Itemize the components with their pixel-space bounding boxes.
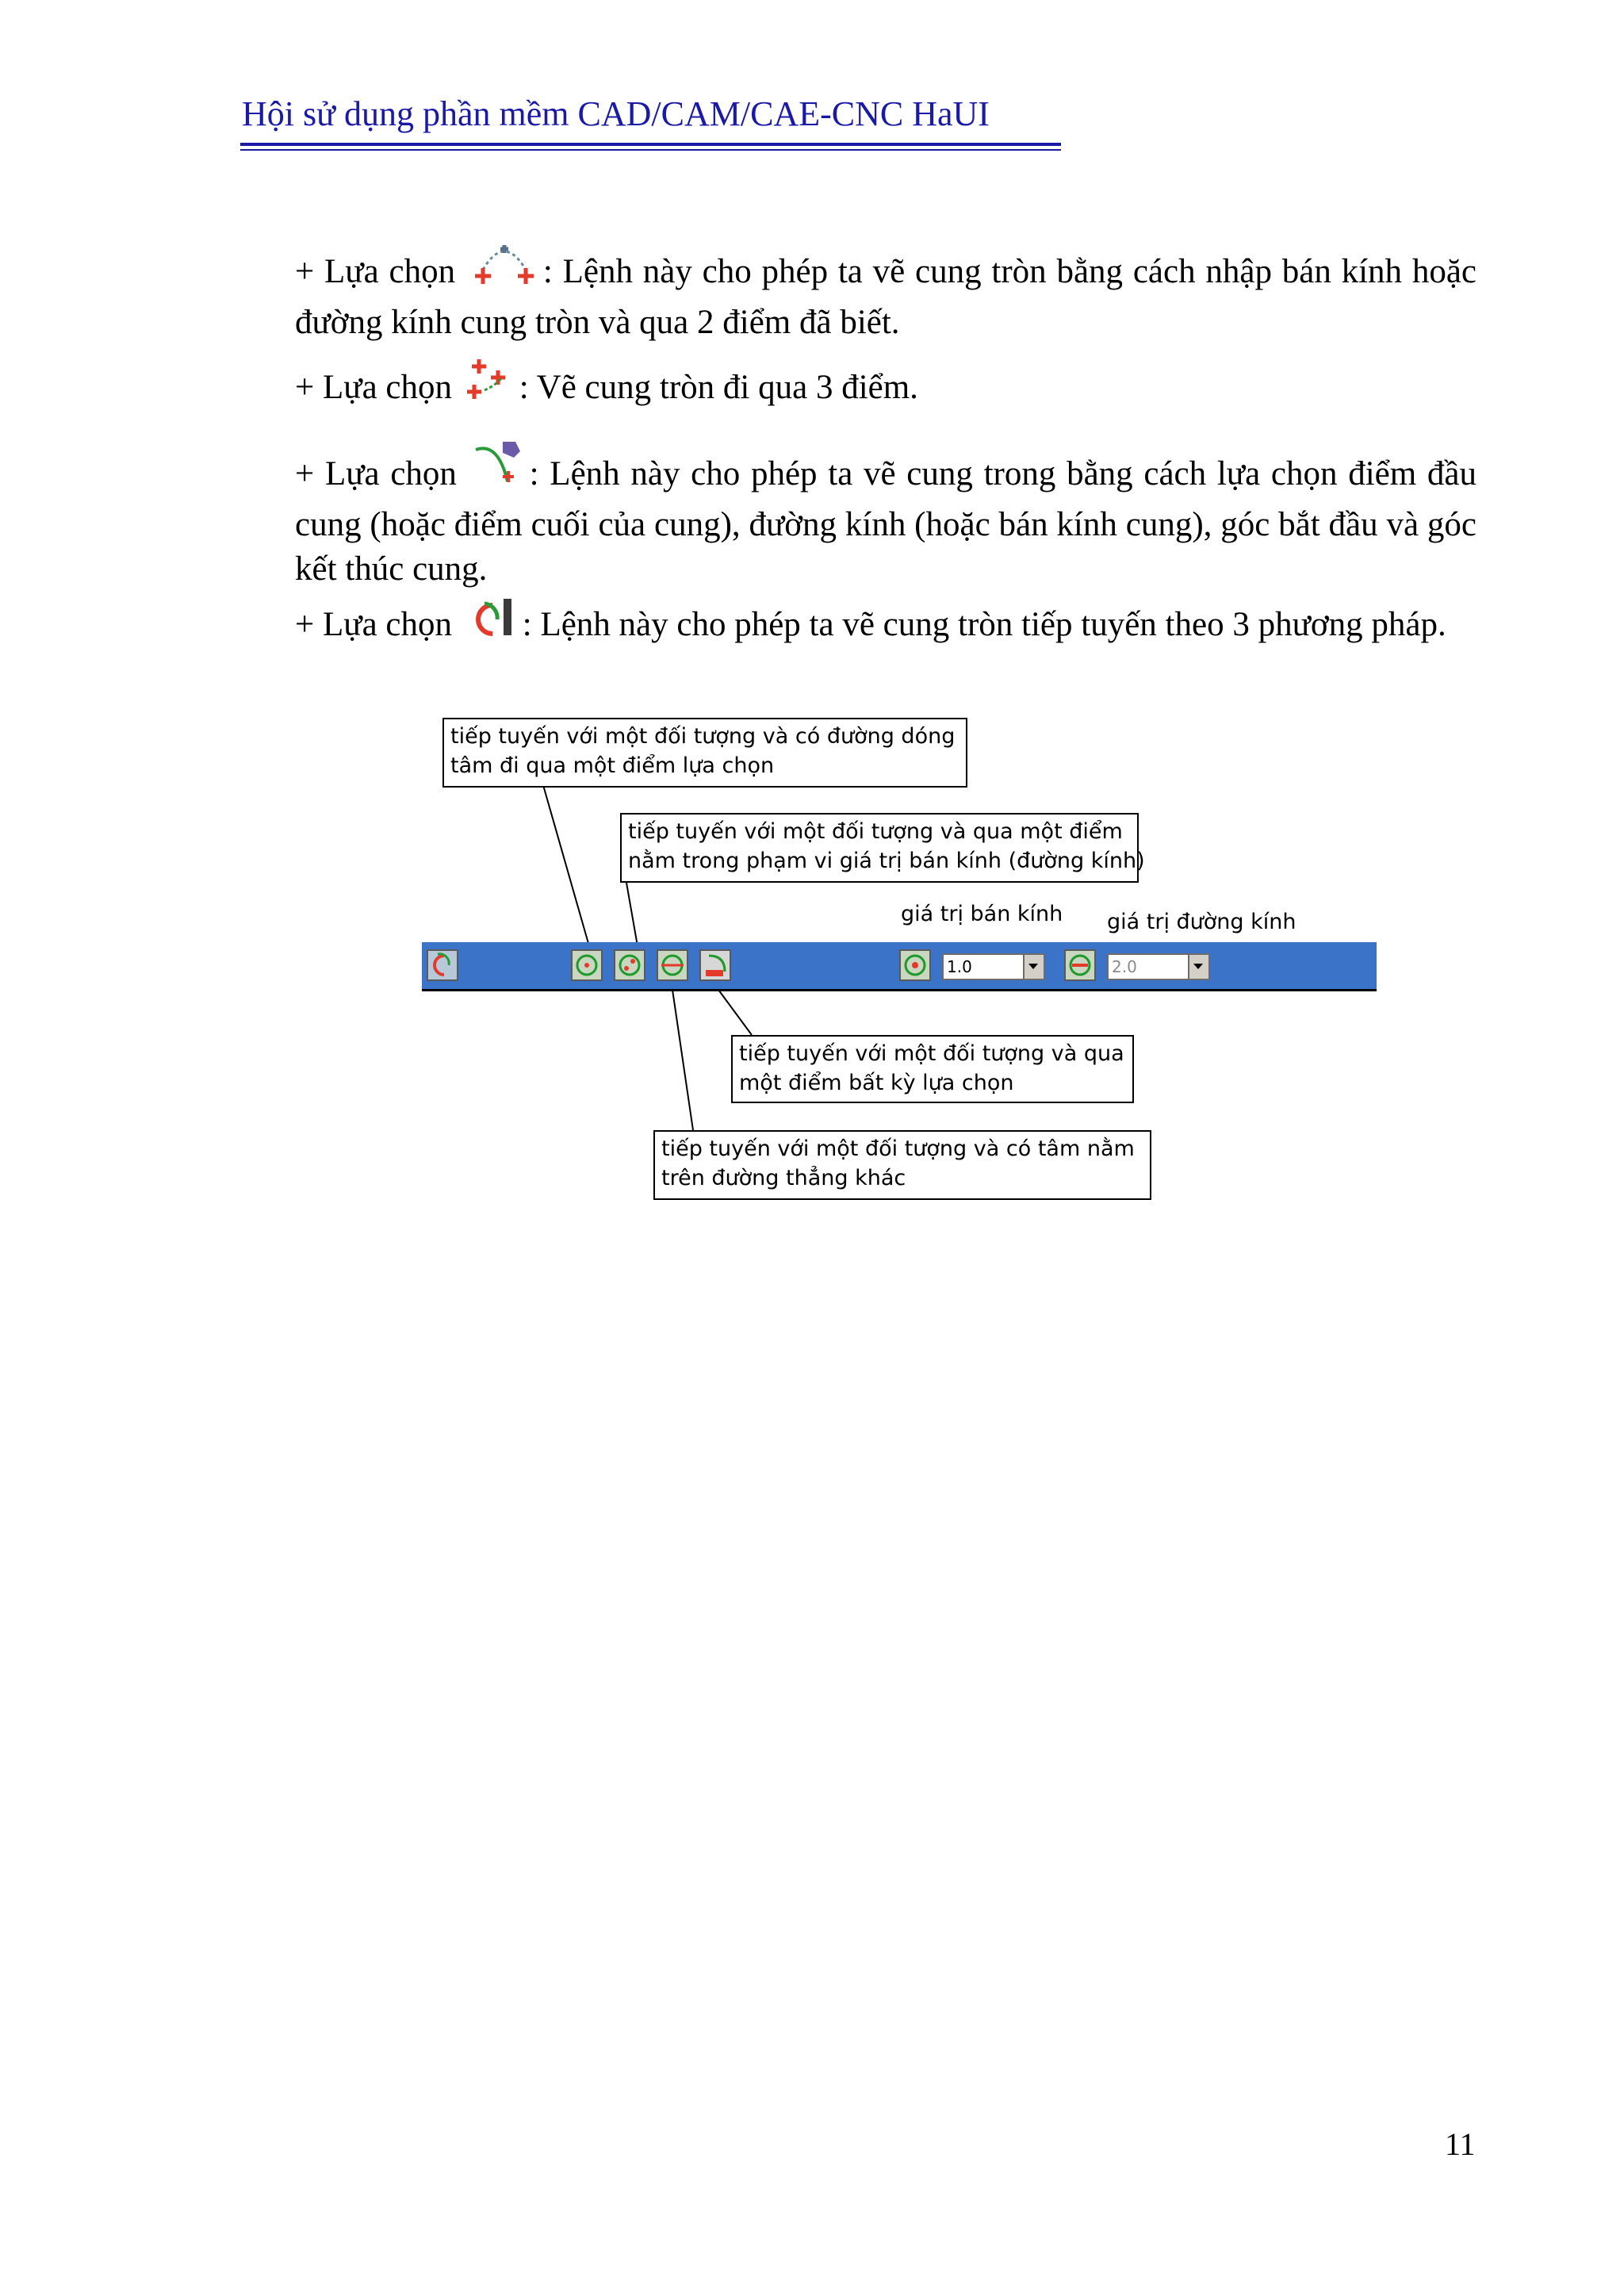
callout-tangent-center-on-line: tiếp tuyến với một đối tượng và có tâm nằm trên đường thẳng khác (653, 1130, 1151, 1200)
callout-tangent-through-point: tiếp tuyến với một đối tượng và có đường dóng tâm đi qua một điểm lựa chọn (442, 718, 967, 788)
tangent-arc-toolbar (422, 942, 1377, 991)
header-rule-thin (240, 149, 1061, 151)
arc-tangent-icon (428, 951, 457, 979)
tangent-arc-mode-button[interactable] (427, 949, 458, 981)
page-number: 11 (1445, 2126, 1476, 2162)
chevron-down-icon[interactable] (1023, 955, 1044, 979)
arc-endpoint-angle-icon (471, 439, 527, 503)
paragraph-arc-two-points: + Lựa chọn : Lệnh này cho phép ta vẽ cung tròn bằng cách nhập bán kính hoặc đường kính cung tròn và qua 2 điểm đã biết. (295, 238, 1477, 345)
radius-value-button[interactable] (899, 949, 931, 981)
diameter-icon (1066, 951, 1094, 979)
tangent-within-radius-button[interactable] (614, 949, 645, 981)
tangent-center-through-point-button[interactable] (571, 949, 603, 981)
callout-tangent-within-radius: tiếp tuyến với một đối tượng và qua một điểm nằm trong phạm vi giá trị bán kính (đường kính) (620, 813, 1139, 883)
tangent-center-on-line-button[interactable] (657, 949, 688, 981)
arc-three-points-icon (464, 349, 516, 416)
arc-two-points-radius-icon (469, 238, 540, 301)
chevron-down-icon[interactable] (1188, 955, 1208, 979)
arc-tangent-icon (464, 597, 519, 654)
tangent-circle-line-icon (658, 951, 687, 979)
tangent-circle-point-icon (615, 951, 644, 979)
paragraph-arc-endpoint-angle: + Lựa chọn : Lệnh này cho phép ta vẽ cung trong bằng cách lựa chọn điểm đầu cung (hoặc điểm cuối của cung), đường kính (hoặc bán kính cung), góc bắt đầu và góc kết thúc cung. (295, 439, 1477, 592)
header-rule (240, 143, 1061, 146)
radius-value-select[interactable]: 1.0 (942, 953, 1045, 980)
callout-tangent-any-point: tiếp tuyến với một đối tượng và qua một điểm bất kỳ lựa chọn (731, 1035, 1134, 1103)
diameter-value-label: giá trị đường kính (1107, 910, 1297, 934)
diameter-value-button[interactable] (1064, 949, 1096, 981)
radius-value-label: giá trị bán kính (901, 902, 1063, 926)
tangent-any-point-button[interactable] (699, 949, 731, 981)
page-header-title: Hội sử dụng phần mềm CAD/CAM/CAE-CNC HaUI (242, 94, 990, 133)
diameter-value-select[interactable]: 2.0 (1107, 953, 1210, 980)
tangent-circle-center-icon (573, 951, 601, 979)
paragraph-arc-three-points: + Lựa chọn : Vẽ cung tròn đi qua 3 điểm. (295, 349, 1477, 416)
radius-icon (901, 951, 929, 979)
tangent-arc-corner-icon (701, 951, 730, 979)
paragraph-arc-tangent: + Lựa chọn : Lệnh này cho phép ta vẽ cung tròn tiếp tuyến theo 3 phương pháp. (295, 597, 1477, 654)
